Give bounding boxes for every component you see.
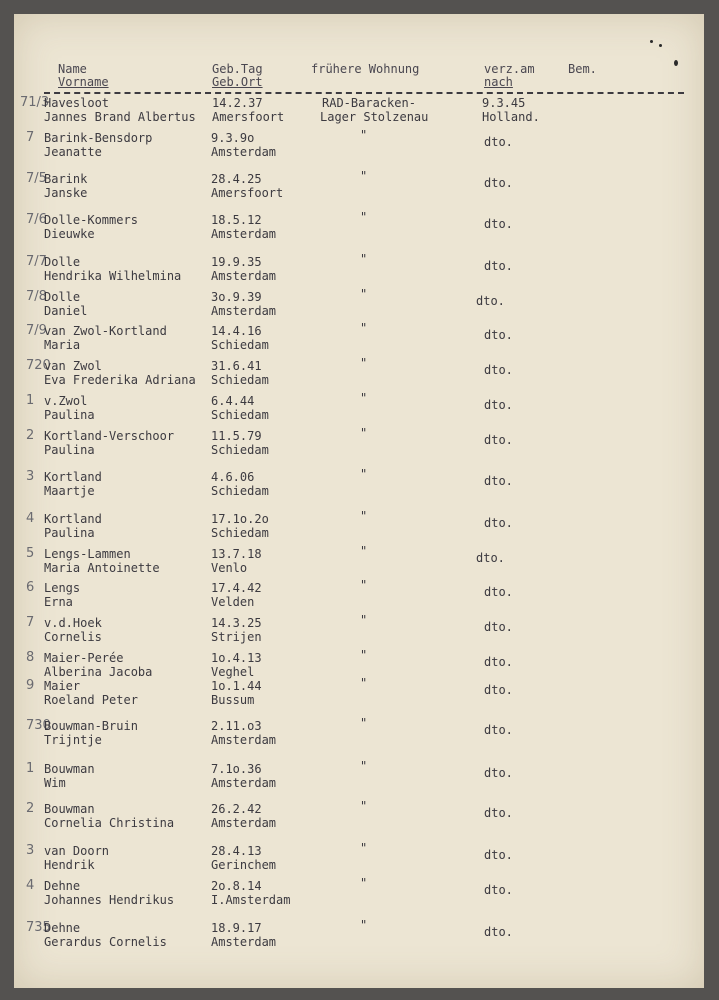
- entry-moved-date: dto.: [484, 259, 513, 273]
- entry-birth-date: 11.5.79: [211, 429, 262, 443]
- entry-moved-date: dto.: [484, 474, 513, 488]
- entry-ditto-mark: ": [360, 210, 368, 224]
- header-geb-ort: Geb.Ort: [212, 75, 263, 89]
- entry-ditto-mark: ": [360, 648, 368, 662]
- entry-first-name: Gerardus Cornelis: [44, 935, 167, 949]
- entry-first-name: Wim: [44, 776, 66, 790]
- entry-birth-place: Bussum: [211, 693, 255, 707]
- entry-number: 4: [26, 878, 35, 893]
- entry-number: 71/3: [20, 95, 50, 110]
- entry-birth-place: Amsterdam: [211, 816, 277, 830]
- entry-ditto-mark: ": [360, 287, 368, 301]
- entry-number: 4: [26, 511, 35, 526]
- entry-number: 3: [26, 469, 35, 484]
- entry-first-name: Maria Antoinette: [44, 561, 160, 575]
- entry-destination: Holland.: [482, 110, 540, 124]
- entry-first-name: Maria: [44, 338, 81, 352]
- entry-ditto-mark: ": [360, 356, 368, 370]
- entry-moved-date: dto.: [484, 883, 513, 897]
- entry-birth-place: Venlo: [211, 561, 248, 575]
- entry-birth-date: 4.6.06: [211, 470, 255, 484]
- entry-previous-address-2: Lager Stolzenau: [320, 110, 429, 124]
- entry-ditto-mark: ": [360, 759, 368, 773]
- entry-name: Kortland: [44, 470, 102, 484]
- entry-ditto-mark: ": [360, 321, 368, 335]
- entry-birth-date: 13.7.18: [211, 547, 262, 561]
- entry-moved-date: dto.: [476, 551, 505, 565]
- ink-mark: [659, 44, 662, 47]
- entry-moved-date: dto.: [484, 620, 513, 634]
- header-dashed-rule: [44, 92, 684, 94]
- entry-birth-place: Schiedam: [211, 373, 269, 387]
- entry-birth-date: 9.3.9o: [211, 131, 255, 145]
- header-verz-am: verz.am: [484, 62, 535, 76]
- entry-name: Dolle: [44, 290, 81, 304]
- entry-name: Maier-Perée: [44, 651, 124, 665]
- entry-birth-place: Gerinchem: [211, 858, 277, 872]
- entry-name: Dolle-Kommers: [44, 213, 138, 227]
- header-nach: nach: [484, 75, 513, 89]
- entry-ditto-mark: ": [360, 676, 368, 690]
- entry-moved-date: 9.3.45: [482, 96, 526, 110]
- entry-birth-date: 19.9.35: [211, 255, 262, 269]
- entry-first-name: Alberina Jacoba: [44, 665, 153, 679]
- entry-first-name: Erna: [44, 595, 73, 609]
- entry-name: Dolle: [44, 255, 81, 269]
- entry-moved-date: dto.: [484, 683, 513, 697]
- entry-name: Kortland-Verschoor: [44, 429, 175, 443]
- entry-birth-place: Veghel: [211, 665, 255, 679]
- entry-birth-place: Amsterdam: [211, 145, 277, 159]
- entry-birth-place: Schiedam: [211, 338, 269, 352]
- entry-name: Bouwman: [44, 802, 95, 816]
- entry-ditto-mark: ": [360, 252, 368, 266]
- entry-ditto-mark: ": [360, 841, 368, 855]
- entry-number: 7/8: [26, 289, 47, 304]
- entry-first-name: Maartje: [44, 484, 95, 498]
- entry-birth-date: 3o.9.39: [211, 290, 262, 304]
- ink-mark: [674, 60, 678, 66]
- entry-number: 9: [26, 678, 35, 693]
- entry-birth-place: Velden: [211, 595, 255, 609]
- entry-number: 5: [26, 546, 35, 561]
- entry-first-name: Daniel: [44, 304, 88, 318]
- entry-number: 7/7: [26, 254, 47, 269]
- entry-birth-date: 7.1o.36: [211, 762, 262, 776]
- entry-first-name: Johannes Hendrikus: [44, 893, 175, 907]
- entry-number: 8: [26, 650, 35, 665]
- header-geb-tag: Geb.Tag: [212, 62, 263, 76]
- entry-first-name: Hendrika Wilhelmina: [44, 269, 182, 283]
- entry-name: Havesloot: [44, 96, 110, 110]
- entry-birth-place: Amsterdam: [211, 733, 277, 747]
- entry-name: v.Zwol: [44, 394, 88, 408]
- entry-moved-date: dto.: [484, 723, 513, 737]
- header-name: Name: [58, 62, 87, 76]
- entry-ditto-mark: ": [360, 128, 368, 142]
- entry-ditto-mark: ": [360, 426, 368, 440]
- entry-ditto-mark: ": [360, 544, 368, 558]
- entry-birth-date: 28.4.25: [211, 172, 262, 186]
- entry-moved-date: dto.: [476, 294, 505, 308]
- header-bem: Bem.: [568, 62, 597, 76]
- entry-birth-date: 2o.8.14: [211, 879, 262, 893]
- entry-birth-place: Schiedam: [211, 443, 269, 457]
- entry-number: 7: [26, 615, 35, 630]
- entry-moved-date: dto.: [484, 217, 513, 231]
- entry-birth-place: Amsterdam: [211, 304, 277, 318]
- entry-moved-date: dto.: [484, 766, 513, 780]
- entry-name: Barink-Bensdorp: [44, 131, 153, 145]
- entry-first-name: Hendrik: [44, 858, 95, 872]
- entry-ditto-mark: ": [360, 169, 368, 183]
- ink-mark: [650, 40, 653, 43]
- header-vorname: Vorname: [58, 75, 109, 89]
- entry-name: Maier: [44, 679, 81, 693]
- entry-number: 7: [26, 130, 35, 145]
- entry-number: 6: [26, 580, 35, 595]
- entry-previous-address: RAD-Baracken-: [322, 96, 416, 110]
- entry-first-name: Paulina: [44, 408, 95, 422]
- entry-first-name: Trijntje: [44, 733, 102, 747]
- entry-moved-date: dto.: [484, 806, 513, 820]
- entry-birth-place: Amsterdam: [211, 935, 277, 949]
- entry-moved-date: dto.: [484, 655, 513, 669]
- entry-birth-date: 18.9.17: [211, 921, 262, 935]
- entry-birth-place: Schiedam: [211, 408, 269, 422]
- entry-number: 1: [26, 761, 35, 776]
- entry-name: Dehne: [44, 879, 81, 893]
- entry-birth-date: 6.4.44: [211, 394, 255, 408]
- entry-birth-date: 17.1o.2o: [211, 512, 269, 526]
- entry-first-name: Paulina: [44, 526, 95, 540]
- entry-ditto-mark: ": [360, 918, 368, 932]
- entry-birth-place: Schiedam: [211, 484, 269, 498]
- entry-moved-date: dto.: [484, 585, 513, 599]
- entry-name: Dehne: [44, 921, 81, 935]
- entry-moved-date: dto.: [484, 363, 513, 377]
- entry-name: Lengs-Lammen: [44, 547, 131, 561]
- entry-ditto-mark: ": [360, 391, 368, 405]
- entry-birth-date: 14.2.37: [212, 96, 263, 110]
- entry-moved-date: dto.: [484, 433, 513, 447]
- entry-birth-date: 2.11.o3: [211, 719, 262, 733]
- entry-number: 3: [26, 843, 35, 858]
- entry-number: 7/9: [26, 323, 47, 338]
- header-fruehere-wohnung: frühere Wohnung: [311, 62, 420, 76]
- entry-birth-place: Amsterdam: [211, 269, 277, 283]
- entry-name: Kortland: [44, 512, 102, 526]
- entry-name: Bouwman: [44, 762, 95, 776]
- entry-birth-place: Amersfoort: [212, 110, 285, 124]
- entry-number: 720: [26, 358, 51, 373]
- entry-birth-date: 14.3.25: [211, 616, 262, 630]
- entry-moved-date: dto.: [484, 398, 513, 412]
- entry-first-name: Jannes Brand Albertus: [44, 110, 196, 124]
- entry-birth-date: 1o.4.13: [211, 651, 262, 665]
- entry-first-name: Cornelia Christina: [44, 816, 175, 830]
- entry-ditto-mark: ": [360, 799, 368, 813]
- entry-birth-date: 31.6.41: [211, 359, 262, 373]
- entry-moved-date: dto.: [484, 925, 513, 939]
- entry-first-name: Cornelis: [44, 630, 102, 644]
- entry-ditto-mark: ": [360, 613, 368, 627]
- entry-first-name: Dieuwke: [44, 227, 95, 241]
- entry-birth-date: 17.4.42: [211, 581, 262, 595]
- entry-name: van Doorn: [44, 844, 110, 858]
- entry-birth-place: Amersfoort: [211, 186, 284, 200]
- entry-moved-date: dto.: [484, 848, 513, 862]
- entry-first-name: Janske: [44, 186, 88, 200]
- entry-name: Lengs: [44, 581, 81, 595]
- entry-number: 2: [26, 801, 35, 816]
- entry-ditto-mark: ": [360, 578, 368, 592]
- entry-ditto-mark: ": [360, 467, 368, 481]
- entry-moved-date: dto.: [484, 135, 513, 149]
- entry-number: 730: [26, 718, 51, 733]
- entry-name: van Zwol: [44, 359, 102, 373]
- entry-birth-date: 1o.1.44: [211, 679, 262, 693]
- entry-birth-place: Amsterdam: [211, 776, 277, 790]
- entry-moved-date: dto.: [484, 516, 513, 530]
- entry-first-name: Roeland Peter: [44, 693, 138, 707]
- entry-name: Barink: [44, 172, 88, 186]
- entry-ditto-mark: ": [360, 509, 368, 523]
- entry-birth-place: Strijen: [211, 630, 262, 644]
- entry-name: van Zwol-Kortland: [44, 324, 167, 338]
- entry-moved-date: dto.: [484, 176, 513, 190]
- entry-first-name: Eva Frederika Adriana: [44, 373, 196, 387]
- entry-number: 7/6: [26, 212, 47, 227]
- entry-birth-place: Amsterdam: [211, 227, 277, 241]
- entry-name: Bouwman-Bruin: [44, 719, 138, 733]
- entry-birth-date: 18.5.12: [211, 213, 262, 227]
- entry-number: 7/5: [26, 171, 47, 186]
- entry-number: 2: [26, 428, 35, 443]
- entry-birth-date: 28.4.13: [211, 844, 262, 858]
- entry-birth-place: Schiedam: [211, 526, 269, 540]
- entry-ditto-mark: ": [360, 716, 368, 730]
- entry-ditto-mark: ": [360, 876, 368, 890]
- document-page: [14, 14, 704, 988]
- entry-name: v.d.Hoek: [44, 616, 102, 630]
- entry-first-name: Jeanatte: [44, 145, 102, 159]
- entry-birth-place: I.Amsterdam: [211, 893, 291, 907]
- entry-moved-date: dto.: [484, 328, 513, 342]
- entry-birth-date: 26.2.42: [211, 802, 262, 816]
- entry-birth-date: 14.4.16: [211, 324, 262, 338]
- entry-first-name: Paulina: [44, 443, 95, 457]
- entry-number: 1: [26, 393, 35, 408]
- entry-number: 735: [26, 920, 51, 935]
